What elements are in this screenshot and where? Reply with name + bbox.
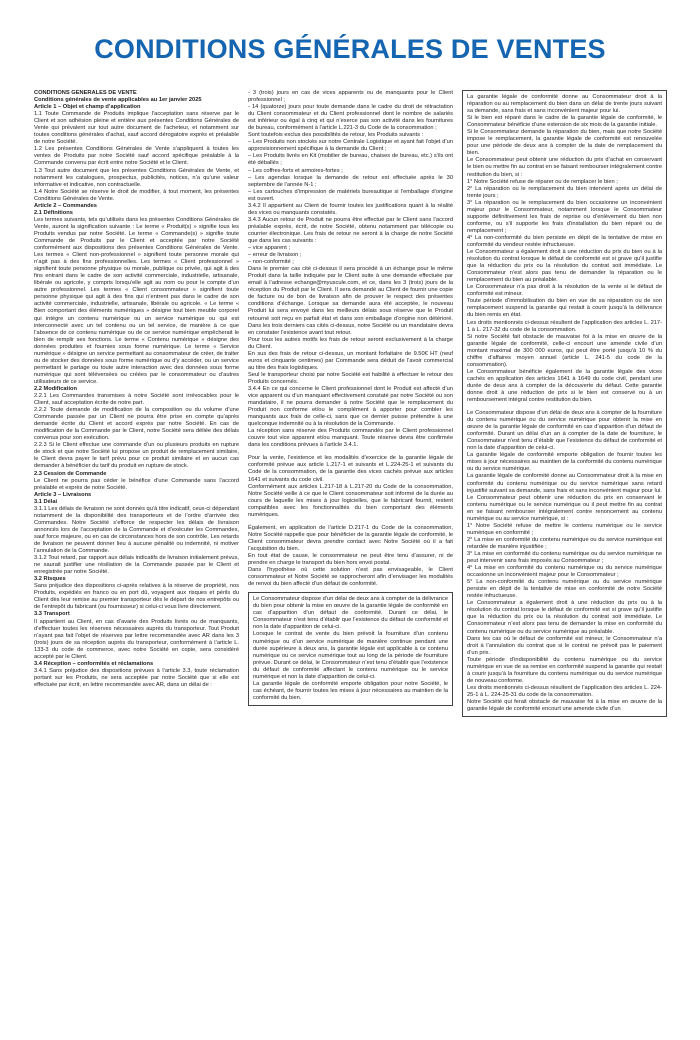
paragraph: Sont toutefois exclus des possibilités de retour, les Produits suivants : xyxy=(248,132,424,139)
section-heading: CONDITIONS GÉNÉRALES DE VENTE xyxy=(34,90,137,96)
paragraph: 1° Notre Société refuse de mettre le contenu numérique ou le service numérique en conformité ; xyxy=(467,522,662,536)
paragraph: Sans préjudice des dispositions ci-après relatives à la réserve de propriété, nos Produits, expédiés en franco ou en port dû, voyagent aux risques et périls du Client dès leur remise au premier transporteur dès le départ de nos entrepôts ou de l’entrepôt du fabricant (ou fournisseur) si celui-ci vous livre directement. xyxy=(34,583,239,611)
paragraph: Pour la vente, l’existence et les modalités d’exercice de la garantie légale de conformité prévue aux article L.217-1 et suivants et L.224-25-1 et suivants du Code de la consommation, de la garantie des vices cachés prévue aux articles 1641 et suivants du code civil. xyxy=(248,455,453,483)
paragraph: Le Consommateur n’a pas droit à la résolution de la vente si le défaut de conformité est mineur. xyxy=(467,284,662,298)
paragraph: Dans les cas où le défaut de conformité est mineur, le Consommateur n’a droit à l’annulation du contrat que si le contrat ne prévoit pas le paiement d’un prix. xyxy=(467,635,662,656)
paragraph: 2.2.1 Les Commandes transmises à notre Société sont irrévocables pour le Client, sauf acceptation écrite de notre part. xyxy=(34,393,239,407)
paragraph: Le Client ne pourra pas céder le bénéfice d’une Commande sans l’accord préalable et exprès de notre Société. xyxy=(34,477,239,491)
paragraph: Notre Société qui ferait obstacle de mauvaise foi à la mise en œuvre de la garantie légale de conformité encourt une amende civile d’un xyxy=(467,698,662,713)
page-title: CONDITIONS GÉNÉRALES DE VENTES xyxy=(94,34,606,64)
section-heading: Article 2 – Commandes xyxy=(34,202,97,209)
column-2 xyxy=(248,90,453,1035)
paragraph: Le Consommateur peut obtenir une réduction du prix en conservant le contenu numérique ou le service numérique ou il peut mettre fin au contrat en se faisant rembourser intégralement contre renoncement au contenu numérique ou au service numérique, si : xyxy=(467,494,662,522)
paragraph: Le Consommateur a également droit à une réduction du prix du bien ou à la résolution du contrat lorsque le défaut de conformité est si grave qu’il justifie que la réduction du prix ou la résolution du contrat soit immédiate. Le Consommateur n’est alors pas tenu de demander la réparation ou le remplacement du bien au préalable. xyxy=(467,249,662,284)
paragraph: – Les Produits livrés en Kit (mobilier de bureau, chaises de bureau, etc.) s’ils ont été déballés ; xyxy=(248,153,453,167)
paragraph: Toute période d’immobilisation du bien en vue de sa réparation ou de son remplacement suspend la garantie qui restait à courir jusqu’à la délivrance du bien remis en état. xyxy=(467,298,662,319)
paragraph: – Les cartouches d’impression de matériels bureautique si l’emballage d’origine est ouvert. xyxy=(248,188,453,202)
paragraph: 1.3 Tout autre document que les présentes Conditions Générales de Vente, et notamment les catalogues, prospectus, publicités, notices, n’a qu’une valeur informative et indicative, non contractuelle. xyxy=(34,167,239,188)
paragraph: La garantie légale de conformité donne au Consommateur droit à la mise en conformité du contenu numérique ou du service numérique sans retard injustifié suivant sa demande, sans frais et sans inconvénient majeur pour lui. xyxy=(467,473,662,494)
section-heading: 3.3 Transport xyxy=(34,611,70,618)
paragraph: - 3 (trois) jours en cas de vices apparents ou de manquants pour le Client professionnel ; xyxy=(248,90,453,104)
paragraph: - 14 (quatorze) jours pour toute demande dans le cadre du droit de rétractation du Client consommateur et du Client professionnel dont le nombre de salariés est inférieur ou égal à cinq et qui n’exerce pas son activité dans les fournitures de bureau, conformément à l’article L.221-3 du Code de la consommation ; xyxy=(248,104,453,132)
paragraph: – non-conformité ; xyxy=(248,259,294,266)
paragraph: 3° La réparation ou le remplacement du bien occasionne un inconvénient majeur pour le Consommateur, notamment lorsque le Consommateur supporte définitivement les frais de reprise ou d’enlèvement du bien non conforme, ou s’il supporte les frais d’installation du bien réparé ou de remplacement ; xyxy=(467,199,662,234)
paragraph: 3.4.4 En ce qui concerne le Client professionnel dont le Produit est affecté d’un vice apparent ou d’un manquant effectivement constaté par notre Société ou son mandataire, il ne pourra demander à notre Société que le remplacement du Produit non conforme et/ou le complément à apporter pour combler les manquants aux frais de celle-ci, sans que ce dernier puisse prétendre à une quelconque indemnité ou à la résolution de la Commande. xyxy=(248,385,453,428)
legal-guarantee-box xyxy=(462,90,667,717)
section-heading: 2.2 Modification xyxy=(34,385,77,392)
section-heading: Conditions générales de vente applicables au 1er janvier 2025 xyxy=(34,97,202,104)
paragraph: 1.4 Notre Société se réserve le droit de modifier, à tout moment, les présentes Conditions Générales de Vente. xyxy=(34,188,239,202)
section-heading: Article 1 – Objet et champ d’application xyxy=(34,104,141,111)
paragraph: 3.1.2 Tout retard, par rapport aux délais indicatifs de livraison initialement prévus, ne saurait justifier une résiliation de la Commande passée par le Client et enregistrée par notre Société. xyxy=(34,555,239,576)
paragraph: 3.4.3 Aucun retour de Produit ne pourra être effectué par le Client sans l’accord préalable exprès, écrit, de notre Société, obtenu notamment par télécopie ou courrier électronique. Les frais de retour ne seront à la charge de notre Société que dans les cas suivants : xyxy=(248,216,453,244)
paragraph: 2.2.2 Toute demande de modification de la composition ou du volume d’une Commande passée par un Client ne pourra être prise en compte qu’après demande écrite du Client et accord exprès par notre Société. En cas de modification de la Commande par le Client, notre Société sera déliée des délais convenus pour son exécution. xyxy=(34,407,239,442)
section-heading: Article 3 – Livraisons xyxy=(34,491,92,498)
section-heading: 2.1 Définitions xyxy=(34,209,73,216)
paragraph: Toute période d’indisponibilité du contenu numérique ou du service numérique en vue de sa remise en conformité suspend la garantie qui restait à courir jusqu’à la fourniture du contenu numérique ou du service numérique de nouveau conforme. xyxy=(467,656,662,684)
paragraph: Également, en application de l’article D.217-1 du Code de la consommation, Notre Société rappelle que pour bénéficier de la garantie légale de conformité, le Client consommateur devra prendre contact avec Notre Société où il a fait l’acquisition du bien. xyxy=(248,524,453,552)
paragraph: Si le bien est réparé dans le cadre de la garantie légale de conformité, le Consommateur bénéficie d’une extension de six mois de la garantie initiale. xyxy=(467,115,662,129)
paragraph: 3° La mise en conformité du contenu numérique ou du service numérique ne peut intervenir sans frais imposés au Consommateur ; xyxy=(467,551,662,565)
paragraph: En sus des frais de retour ci-dessus, un montant forfaitaire de 9.50€ HT (neuf euros et cinquante centimes) par Commande sera déduit de l’avoir commercial au titre des frais logistiques. xyxy=(248,350,453,371)
paragraph: 2.2.3 Si le Client effectue une commande d’un ou plusieurs produits en rupture de stock et que notre Société lui propose un produit de remplacement similaire, le Client devra payer le tarif prévu pour ce produit similaire et en aucun cas demander à bénéficier du tarif du produit en rupture de stock. xyxy=(34,442,239,470)
section-heading: 3.2 Risques xyxy=(34,576,66,583)
paragraph: Les droits mentionnés ci-dessus résultent de l’application des articles L. 224-25-1 à L. 224-25-31 du code de la consommation. xyxy=(467,684,662,698)
paragraph: Le Consommateur bénéficie également de la garantie légale des vices cachés en application des articles 1641 à 1649 du code civil, pendant une durée de deux ans à compter de la découverte du défaut. Cette garantie donne droit à une réduction de prix si le bien est conservé ou à un remboursement intégral contre restitution du bien. xyxy=(467,368,662,404)
paragraph: La garantie légale de conformité emporte obligation de fournir toutes les mises à jour nécessaires au maintien de la conformité du contenu numérique ou du service numérique. xyxy=(467,452,662,473)
paragraph: Le Consommateur dispose d’un délai de deux ans à compter de la délivrance du bien pour obtenir la mise en œuvre de la garantie légale de conformité en cas d’apparition d’un défaut de conformité. Durant ce délai, le Consommateur n’est tenu d’établir que l’existence du défaut de conformité et non la date d’apparition de celui-ci. xyxy=(253,596,448,631)
section-heading: 3.1 Délai xyxy=(34,498,58,505)
paragraph: 1.1 Toute Commande de Produits implique l’acceptation sans réserve par le Client et son adhésion pleine et entière aux présentes Conditions Générales de Vente qui prévalent sur tout autre document de l’acheteur, et notamment sur toutes conditions générales d’achat, sauf accord dérogatoire exprès et préalable de notre Société. xyxy=(34,111,239,146)
paragraph: La garantie légale de conformité donne au Consommateur droit à la réparation ou au remplacement du bien dans un délai de trente jours suivant sa demande, sans frais et sans inconvénient majeur pour lui. xyxy=(467,94,662,115)
paragraph: 3.1.1 Les délais de livraison ne sont donnés qu’à titre indicatif, ceux-ci dépendant notamment de la disponibilité des transporteurs et de l’ordre d’arrivée des Commandes. Notre Société s’efforce de respecter les délais de livraison annoncés lors de l’acceptation de la Commande et d’exécuter les Commandes, sauf force majeure, ou en cas de circonstances hors de son contrôle. Les retards de livraison ne peuvent donner lieu à aucune pénalité ou indemnité, ni motiver l’annulation de la Commande. xyxy=(34,505,239,555)
paragraph: Le Consommateur dispose d’un délai de deux ans à compter de la fourniture du contenu numérique ou du service numérique pour obtenir la mise en œuvre de la garantie légale de conformité en cas d’apparition d’un défaut de conformité. Durant un délai d’un an à compter de la date de fourniture, le Consommateur n’est tenu d’établir que l’existence du défaut de conformité et non la date d’apparition de celui-ci. xyxy=(467,410,662,452)
paragraph: En tout état de cause, le consommateur ne peut être tenu d’assurer, ni de prendre en charge le transport du bien hors envoi postal. xyxy=(248,553,453,567)
consumer-guarantee-box xyxy=(248,592,453,706)
paragraph: 3.4.2 Il appartient au Client de fournir toutes les justifications quant à la réalité des vices ou manquants constatés. xyxy=(248,202,453,216)
paragraph: 4° La mise en conformité du contenu numérique ou du service numérique occasionne un inconvénient majeur pour le Consommateur ; xyxy=(467,565,662,579)
paragraph: 2° La mise en conformité du contenu numérique ou du service numérique est retardée de manière injustifiée ; xyxy=(467,536,662,550)
paragraph: Lorsque le contrat de vente du bien prévoit la fourniture d’un contenu numérique ou d’un service numérique de manière continue pendant une durée supérieure à deux ans, la garantie légale est applicable à ce contenu numérique ou ce service numérique tout au long de la période de fourniture prévue. Durant ce délai, le Consommateur n’est tenu d’établir que l’existence du défaut de conformité affectant le contenu numérique ou le service numérique et non la date d’apparition de celui-ci. xyxy=(253,631,448,680)
paragraph: La réception sans réserve des Produits commandés par le Client professionnel couvre tout vice apparent et/ou manquant. Toute réserve devra être confirmée dans les conditions prévues à l’article 3.4.1. xyxy=(248,428,453,449)
paragraph: Conformément aux articles L.217-18 à L.217-20 du Code de la consommation, Notre Société veille à ce que le Client consommateur soit informé de la durée au cours de laquelle les mises à jour logicielles, que le fabricant fournit, restent compatibles avec les fonctionnalités du bien comportant des éléments numériques. xyxy=(248,483,453,518)
paragraph: Il appartient au Client, en cas d’avarie des Produits livrés ou de manquants, d’effectuer toutes les réserves nécessaires auprès du transporteur. Tout Produit n’ayant pas fait l’objet de réserves par lettre recommandée avec AR dans les 3 (trois) jours de sa réception auprès du transporteur, conformément à l’article L. 133-3 du code de commerce, avec notre Société en copie, sera considéré accepté par le Client. xyxy=(34,618,239,660)
paragraph: Le Consommateur peut obtenir une réduction du prix d’achat en conservant le bien ou mettre fin au contrat en se faisant rembourser intégralement contre restitution du bien, si : xyxy=(467,157,662,178)
paragraph: – Les agendas lorsque la demande de retour est effectuée après le 30 septembre de l’année N-1 ; xyxy=(248,174,453,188)
paragraph: – erreur de livraison ; xyxy=(248,252,302,259)
paragraph: Les droits mentionnés ci-dessus résultent de l’application des articles L. 217-1 à L. 217-32 du code de la consommation. xyxy=(467,319,662,333)
paragraph: – Les coffres-forts et armoires-fortes ; xyxy=(248,167,343,174)
column-3 xyxy=(462,90,667,1035)
paragraph: Pour tous les autres motifs les frais de retour seront exclusivement à la charge du Client. xyxy=(248,336,453,350)
paragraph: 1° Notre Société refuse de réparer ou de remplacer le bien ; xyxy=(467,178,618,185)
paragraph: – vice apparent ; xyxy=(248,245,291,252)
paragraph: Le Consommateur a également droit à une réduction du prix ou à la résolution du contrat lorsque le défaut de conformité est si grave qu’il justifie que la réduction du prix ou la résolution du contrat soit immédiate. Le Consommateur n’est alors pas tenu de demander la mise en conformité du contenu numérique ou du service numérique au préalable. xyxy=(467,600,662,635)
paragraph: Dans l’hypothèse où cette solution n’est pas envisageable, le Client consommateur et Notre Société se rapprocheront afin d’envisager les modalités de renvoi du bien affecté d’un défaut de conformité. xyxy=(248,567,453,588)
paragraph: La garantie légale de conformité emporte obligation pour notre Société, le cas échéant, de fournir toutes les mises à jour nécessaires au maintien de la conformité du bien. xyxy=(253,680,448,701)
paragraph: – Les Produits non stockés sur notre Centrale Logistique et ayant fait l’objet d’un approvisionnement spécifique à la demande du Client ; xyxy=(248,139,453,153)
section-heading: 3.4 Réception – conformités et réclamations xyxy=(34,660,154,667)
paragraph: 2° La réparation ou le remplacement du bien intervient après un délai de trente jours ; xyxy=(467,185,662,199)
column-1 xyxy=(34,90,239,1035)
paragraph: 4° La non-conformité du bien persiste en dépit de la tentative de mise en conformité du vendeur restée infructueuse. xyxy=(467,234,662,248)
paragraph: 1.2 Les présentes Conditions Générales de Vente s’appliquent à toutes les ventes de Produits par notre Société sauf accord spécifique préalable à la Commande convenu par écrit entre notre Société et le Client. xyxy=(34,146,239,167)
paragraph: Les termes suivants, tels qu’utilisés dans les présentes Conditions Générales de Vente, auront la signification suivante : Le terme « Produit(s) » signifie tous les Produits vendus par notre Société. Le terme « Commande(s) » signifie toute Commande de Produits par le Client et acceptée par notre Société conformément aux dispositions des présentes Conditions Générales de Vente. Les termes « Client non-professionnel » signifient toute personne morale qui n’agit pas à des fins professionnelles. Les termes « Client professionnel » signifient toute personne physique ou morale, publique ou privée, qui agit à des fins entrant dans le cadre de son activité commerciale, industrielle, artisanale, libérale ou agricole, y compris lorsqu’elle agit au nom ou pour le compte d’un autre professionnel. Les termes « Client consommateur » signifient toute personne physique qui agit à des fins qui n’entrent pas dans le cadre de son activité commerciale, industrielle, artisanale, libérale ou agricole. « Le terme « Bien comportant des éléments numériques » désigne tout bien meuble corporel qui intègre un contenu numérique ou un service numérique ou qui est interconnecté avec un tel contenu ou un tel service, de manière à ce que l’absence de ce contenu numérique ou de ce service numérique empêcherait le bien de remplir ses fonctions. Le terme « Contenu numérique » désigne des données produites et fournies sous forme numérique. Le terme « Service numérique » désigne un service permettant au consommateur de créer, de traiter ou de stocker des données sous forme numérique ou d’y accéder, ou un service permettant le partage ou toute autre interaction avec des données sous forme numérique qui sont téléversées ou créées par le consommateur ou d’autres utilisateurs de ce service. xyxy=(34,216,239,385)
paragraph: Si notre Société fait obstacle de mauvaise foi à la mise en œuvre de la garantie légale de conformité, celle-ci encourt une amende civile d’un montant maximal de 300 000 euros, qui peut être porté jusqu’à 10 % du chiffre d’affaires moyen annuel (article L. 241-5 du code de la consommation). xyxy=(467,333,662,368)
section-heading: 2.3 Cession de Commande xyxy=(34,470,107,477)
paragraph: 3.4.1 Sans préjudice des dispositions prévues à l’article 3.3, toute réclamation portant sur les Produits, ne sera acceptée par notre Société que si elle est effectuée par écrit, en lettre recommandée avec AR, dans un délai de : xyxy=(34,667,239,688)
paragraph: Dans le premier cas cité ci-dessus il sera procédé à un échange pour le même Produit dans la taille indiquée par le Client suite à une demande effectuée par email à l’adresse echange@myuscule.com, et ce, dans les 3 (trois) jours de la réception du Produit par le Client. Il sera demandé au Client de fournir une copie de facture ou de bon de livraison afin de prouver le respect des présentes conditions d’échange. Lorsque sa demande aura été acceptée, le nouveau Produit lui sera envoyé dans les meilleurs délais sous réserve que le Produit retourné soit reçu en parfait état et dans son emballage d’origine non détérioré. Dans les trois derniers cas cités ci-dessus, notre Société ou un mandataire devra en constater l’existence avant tout retour. xyxy=(248,266,453,336)
paragraph: Seul le transporteur choisi par notre Société est habilité à effectuer le retour des Produits concernés. xyxy=(248,371,453,385)
paragraph: Si le Consommateur demande la réparation du bien, mais que notre Société impose le remplacement, la garantie légale de conformité est renouvelée pour une période de deux ans à compter de la date de remplacement du bien. xyxy=(467,129,662,157)
paragraph: 5° La non-conformité du contenu numérique ou du service numérique persiste en dépit de la tentative de mise en conformité de notre Société restée infructueuse. xyxy=(467,579,662,600)
